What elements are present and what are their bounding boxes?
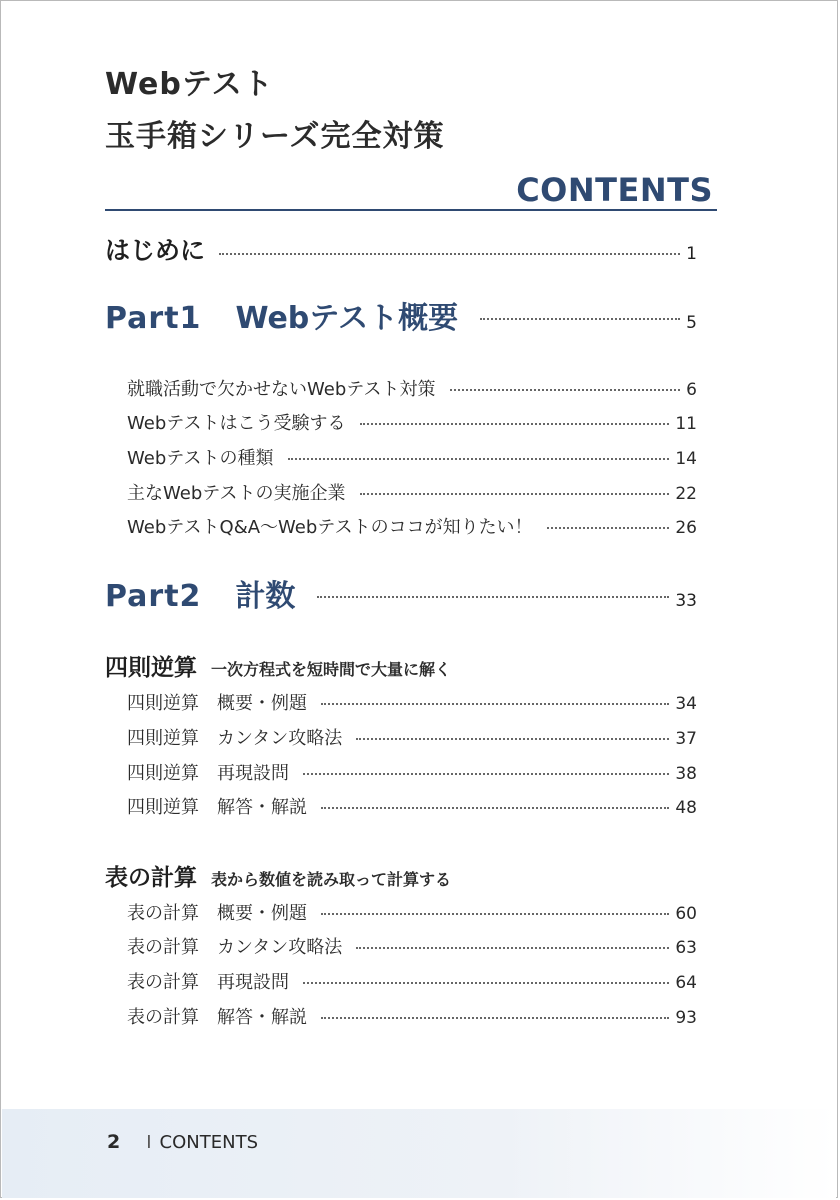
toc-entry-prefix: 表の計算: [127, 972, 199, 993]
toc-entry-label: カンタン攻略法: [217, 728, 343, 749]
dot-leader: [480, 318, 680, 320]
toc-entry[interactable]: [127, 409, 697, 435]
section-subtitle: 一次方程式を短時間で大量に解く: [211, 660, 452, 679]
toc-part-2[interactable]: [105, 571, 697, 615]
toc-entry[interactable]: [127, 933, 697, 959]
toc-entry[interactable]: [127, 793, 697, 819]
toc-entry[interactable]: [127, 1003, 697, 1029]
toc-entry-page: 48: [675, 798, 697, 818]
part-number: Part2: [105, 579, 202, 614]
toc-entry[interactable]: [127, 968, 697, 994]
section-title: 四則逆算: [105, 655, 197, 681]
toc-entry-prefix: 表の計算: [127, 1007, 199, 1028]
toc-entry-page: 14: [675, 449, 697, 469]
toc-entry-page: 26: [675, 518, 697, 538]
toc-entry-prefix: 四則逆算: [127, 693, 199, 714]
dot-leader: [321, 913, 669, 915]
dot-leader: [317, 596, 669, 598]
toc-entry-page: 64: [675, 973, 697, 993]
toc-entry-label: Webテストの種類: [127, 448, 274, 469]
footer-separator: I: [146, 1132, 152, 1153]
toc-entry[interactable]: [127, 479, 697, 505]
toc-entry-label: 解答・解説: [217, 797, 307, 818]
contents-heading: CONTENTS: [516, 171, 713, 209]
section-heading: [105, 859, 451, 892]
dot-leader: [321, 703, 669, 705]
dot-leader: [450, 389, 681, 391]
toc-entry[interactable]: [127, 724, 697, 750]
part-page: 5: [686, 313, 697, 333]
part-name: Webテスト概要: [235, 301, 459, 336]
footer-page-number: 2: [107, 1131, 121, 1153]
dot-leader: [321, 1017, 669, 1019]
dot-leader: [219, 253, 680, 255]
dot-leader: [547, 527, 670, 529]
section-subtitle: 表から数値を読み取って計算する: [211, 870, 452, 889]
dot-leader: [303, 773, 669, 775]
toc-entry-label: 再現設問: [217, 972, 289, 993]
toc-entry-label: Webテストはこう受験する: [127, 413, 346, 434]
section-title: 表の計算: [105, 865, 197, 891]
heading-rule: [105, 209, 717, 211]
toc-part-1[interactable]: [105, 293, 697, 337]
toc-entry-label: 主なWebテストの実施企業: [127, 483, 346, 504]
toc-entry-label: 概要・例題: [217, 693, 307, 714]
toc-entry-prefix: 四則逆算: [127, 728, 199, 749]
footer-label: CONTENTS: [159, 1132, 259, 1153]
toc-entry-label: 解答・解説: [217, 1007, 307, 1028]
section-heading: [105, 649, 451, 682]
toc-entry-page: 11: [675, 414, 697, 434]
toc-entry-page: 93: [675, 1008, 697, 1028]
dot-leader: [356, 738, 669, 740]
toc-entry-page: 63: [675, 938, 697, 958]
toc-entry-page: 1: [686, 244, 697, 264]
toc-entry-label: 就職活動で欠かせないWebテスト対策: [127, 379, 436, 400]
toc-entry-label: カンタン攻略法: [217, 937, 343, 958]
toc-entry-page: 6: [686, 380, 697, 400]
dot-leader: [288, 458, 670, 460]
part-page: 33: [675, 591, 697, 611]
toc-entry[interactable]: [127, 899, 697, 925]
toc-entry-page: 34: [675, 694, 697, 714]
part-number: Part1: [105, 301, 202, 336]
dot-leader: [360, 493, 670, 495]
dot-leader: [360, 423, 670, 425]
toc-entry-label: 概要・例題: [217, 903, 307, 924]
toc-entry-page: 22: [675, 484, 697, 504]
toc-entry[interactable]: [127, 513, 697, 539]
toc-entry[interactable]: [127, 689, 697, 715]
dot-leader: [356, 947, 669, 949]
toc-entry-intro[interactable]: [105, 231, 697, 267]
book-title-line-1: Webテスト: [105, 67, 274, 102]
toc-entry-page: 37: [675, 729, 697, 749]
dot-leader: [303, 982, 669, 984]
toc-entry-page: 38: [675, 764, 697, 784]
toc-entry-page: 60: [675, 904, 697, 924]
toc-entry[interactable]: [127, 444, 697, 470]
toc-entry[interactable]: [127, 375, 697, 401]
toc-entry-label: 再現設問: [217, 763, 289, 784]
toc-entry-prefix: 表の計算: [127, 937, 199, 958]
toc-entry-prefix: 四則逆算: [127, 763, 199, 784]
footer-band: [2, 1109, 836, 1198]
toc-entry-prefix: 四則逆算: [127, 797, 199, 818]
dot-leader: [321, 807, 669, 809]
book-title-line-2: 玉手箱シリーズ完全対策: [105, 119, 445, 154]
toc-entry-prefix: 表の計算: [127, 903, 199, 924]
toc-entry-label: WebテストQ&A～Webテストのココが知りたい！: [127, 517, 533, 538]
toc-entry[interactable]: [127, 759, 697, 785]
toc-entry-label: はじめに: [105, 236, 206, 265]
book-title: [105, 59, 445, 163]
page-footer: [107, 1131, 258, 1153]
part-name: 計数: [235, 579, 296, 614]
